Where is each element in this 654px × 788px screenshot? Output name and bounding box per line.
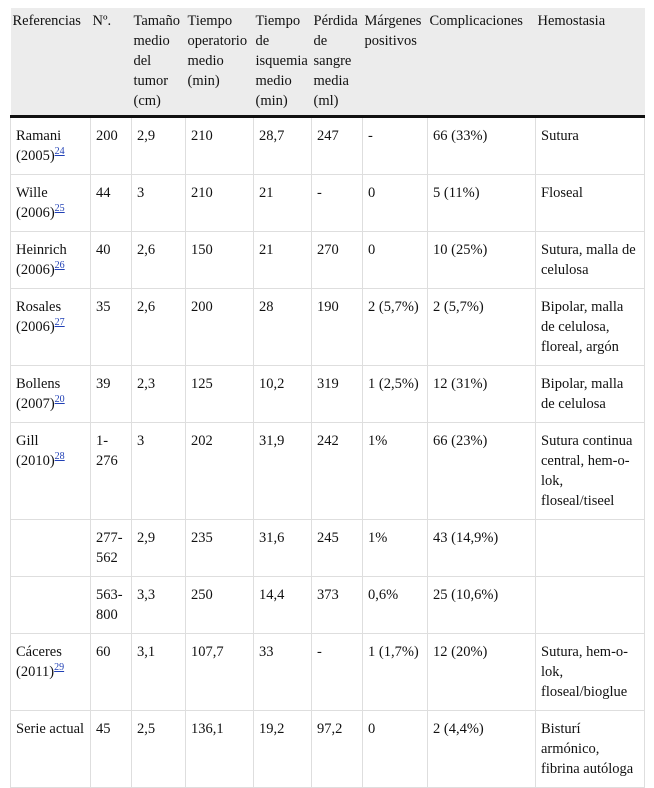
- cell-tiempo-isquemia: 33: [254, 634, 312, 711]
- cell-tiempo-isquemia: 14,4: [254, 577, 312, 634]
- citation-link[interactable]: 28: [54, 451, 65, 463]
- cell-perdida-sangre: 319: [312, 366, 363, 423]
- cell-hemostasia: Sutura, hem-o-lok, floseal/bioglue: [536, 634, 645, 711]
- cell-margenes: 0: [363, 232, 428, 289]
- reference-label: Serie actual: [16, 721, 85, 737]
- table-row: [11, 577, 645, 634]
- cell-tiempo-isquemia: 31,6: [254, 520, 312, 577]
- citation-link[interactable]: 29: [54, 662, 65, 674]
- cell-tiempo-operatorio: 125: [186, 366, 254, 423]
- cell-tiempo-operatorio: 200: [186, 289, 254, 366]
- cell-perdida-sangre: 97,2: [312, 711, 363, 788]
- reference-label: Rosales (2006): [16, 299, 62, 335]
- citation-link[interactable]: 20: [54, 394, 65, 406]
- table-row: [11, 634, 645, 711]
- cell-tiempo-isquemia: 28: [254, 289, 312, 366]
- comparison-table: [10, 8, 645, 788]
- cell-referencia: [11, 175, 91, 232]
- cell-numero: 200: [91, 117, 132, 175]
- cell-tamano: 2,6: [132, 289, 186, 366]
- reference-label: Gill (2010): [16, 433, 55, 469]
- cell-numero: 39: [91, 366, 132, 423]
- cell-referencia: [11, 520, 91, 577]
- cell-margenes: 0: [363, 711, 428, 788]
- cell-referencia: [11, 366, 91, 423]
- cell-complicaciones: 5 (11%): [428, 175, 536, 232]
- cell-numero: 1-276: [91, 423, 132, 520]
- citation-link[interactable]: 24: [54, 146, 65, 158]
- cell-complicaciones: 66 (23%): [428, 423, 536, 520]
- cell-referencia: [11, 289, 91, 366]
- col-header-tamano: Tamaño medio del tumor (cm): [132, 8, 186, 117]
- cell-complicaciones: 12 (31%): [428, 366, 536, 423]
- table-row: [11, 289, 645, 366]
- col-header-margenes: Márgenes positivos: [363, 8, 428, 117]
- cell-tamano: 3: [132, 175, 186, 232]
- col-header-perdida-sangre: Pérdida de sangre media (ml): [312, 8, 363, 117]
- citation-link[interactable]: 25: [54, 203, 65, 215]
- cell-tiempo-isquemia: 10,2: [254, 366, 312, 423]
- cell-tiempo-operatorio: 136,1: [186, 711, 254, 788]
- cell-complicaciones: 12 (20%): [428, 634, 536, 711]
- citation-link[interactable]: 26: [54, 260, 65, 272]
- cell-complicaciones: 2 (4,4%): [428, 711, 536, 788]
- cell-tiempo-operatorio: 250: [186, 577, 254, 634]
- cell-tiempo-isquemia: 21: [254, 232, 312, 289]
- cell-margenes: 1 (1,7%): [363, 634, 428, 711]
- cell-referencia: [11, 117, 91, 175]
- table-container: [10, 8, 644, 788]
- col-header-referencias: Referencias: [11, 8, 91, 117]
- cell-numero: 44: [91, 175, 132, 232]
- cell-complicaciones: 10 (25%): [428, 232, 536, 289]
- cell-tamano: 2,9: [132, 520, 186, 577]
- header-row: [11, 8, 645, 117]
- cell-tiempo-isquemia: 19,2: [254, 711, 312, 788]
- cell-numero: 45: [91, 711, 132, 788]
- cell-margenes: 2 (5,7%): [363, 289, 428, 366]
- cell-tamano: 2,6: [132, 232, 186, 289]
- cell-referencia: [11, 634, 91, 711]
- col-header-complicaciones: Complicaciones: [428, 8, 536, 117]
- cell-margenes: 0: [363, 175, 428, 232]
- col-header-numero: Nº.: [91, 8, 132, 117]
- cell-hemostasia: [536, 520, 645, 577]
- cell-numero: 35: [91, 289, 132, 366]
- cell-tiempo-isquemia: 31,9: [254, 423, 312, 520]
- cell-perdida-sangre: 245: [312, 520, 363, 577]
- citation-link[interactable]: 27: [54, 317, 65, 329]
- table-row: [11, 711, 645, 788]
- cell-tamano: 2,3: [132, 366, 186, 423]
- cell-numero: 563-800: [91, 577, 132, 634]
- cell-margenes: 0,6%: [363, 577, 428, 634]
- cell-perdida-sangre: 270: [312, 232, 363, 289]
- cell-tamano: 2,5: [132, 711, 186, 788]
- cell-tiempo-operatorio: 107,7: [186, 634, 254, 711]
- cell-tiempo-operatorio: 235: [186, 520, 254, 577]
- cell-tiempo-isquemia: 28,7: [254, 117, 312, 175]
- cell-hemostasia: Bisturí armónico, fibrina autóloga: [536, 711, 645, 788]
- reference-label: Cáceres (2011): [16, 644, 62, 680]
- cell-tiempo-operatorio: 210: [186, 117, 254, 175]
- reference-label: Heinrich (2006): [16, 242, 67, 278]
- table-row: [11, 520, 645, 577]
- cell-hemostasia: Sutura, malla de celulosa: [536, 232, 645, 289]
- cell-complicaciones: 25 (10,6%): [428, 577, 536, 634]
- table-row: [11, 117, 645, 175]
- cell-hemostasia: Bipolar, malla de celulosa: [536, 366, 645, 423]
- cell-numero: 277-562: [91, 520, 132, 577]
- col-header-tiempo-operatorio: Tiempo operatorio medio (min): [186, 8, 254, 117]
- cell-hemostasia: [536, 577, 645, 634]
- table-row: [11, 175, 645, 232]
- table-row: [11, 232, 645, 289]
- cell-tiempo-isquemia: 21: [254, 175, 312, 232]
- cell-tamano: 3,1: [132, 634, 186, 711]
- cell-tiempo-operatorio: 210: [186, 175, 254, 232]
- cell-perdida-sangre: 373: [312, 577, 363, 634]
- cell-referencia: [11, 423, 91, 520]
- cell-perdida-sangre: 242: [312, 423, 363, 520]
- cell-numero: 60: [91, 634, 132, 711]
- cell-margenes: -: [363, 117, 428, 175]
- cell-perdida-sangre: 247: [312, 117, 363, 175]
- cell-hemostasia: Sutura continua central, hem-o-lok, floseal/tiseel: [536, 423, 645, 520]
- cell-tiempo-operatorio: 150: [186, 232, 254, 289]
- cell-margenes: 1%: [363, 520, 428, 577]
- cell-complicaciones: 66 (33%): [428, 117, 536, 175]
- cell-perdida-sangre: 190: [312, 289, 363, 366]
- cell-tiempo-operatorio: 202: [186, 423, 254, 520]
- cell-complicaciones: 2 (5,7%): [428, 289, 536, 366]
- cell-tamano: 3,3: [132, 577, 186, 634]
- cell-hemostasia: Sutura: [536, 117, 645, 175]
- cell-hemostasia: Floseal: [536, 175, 645, 232]
- cell-tamano: 2,9: [132, 117, 186, 175]
- cell-hemostasia: Bipolar, malla de celulosa, floreal, argón: [536, 289, 645, 366]
- reference-label: Wille (2006): [16, 185, 55, 221]
- cell-referencia: [11, 711, 91, 788]
- cell-tamano: 3: [132, 423, 186, 520]
- cell-perdida-sangre: -: [312, 175, 363, 232]
- cell-complicaciones: 43 (14,9%): [428, 520, 536, 577]
- table-row: [11, 423, 645, 520]
- cell-referencia: [11, 232, 91, 289]
- col-header-hemostasia: Hemostasia: [536, 8, 645, 117]
- table-row: [11, 366, 645, 423]
- cell-perdida-sangre: -: [312, 634, 363, 711]
- cell-referencia: [11, 577, 91, 634]
- reference-label: Bollens (2007): [16, 376, 61, 412]
- col-header-tiempo-isquemia: Tiempo de isquemia medio (min): [254, 8, 312, 117]
- cell-margenes: 1%: [363, 423, 428, 520]
- cell-numero: 40: [91, 232, 132, 289]
- cell-margenes: 1 (2,5%): [363, 366, 428, 423]
- reference-label: Ramani (2005): [16, 128, 62, 164]
